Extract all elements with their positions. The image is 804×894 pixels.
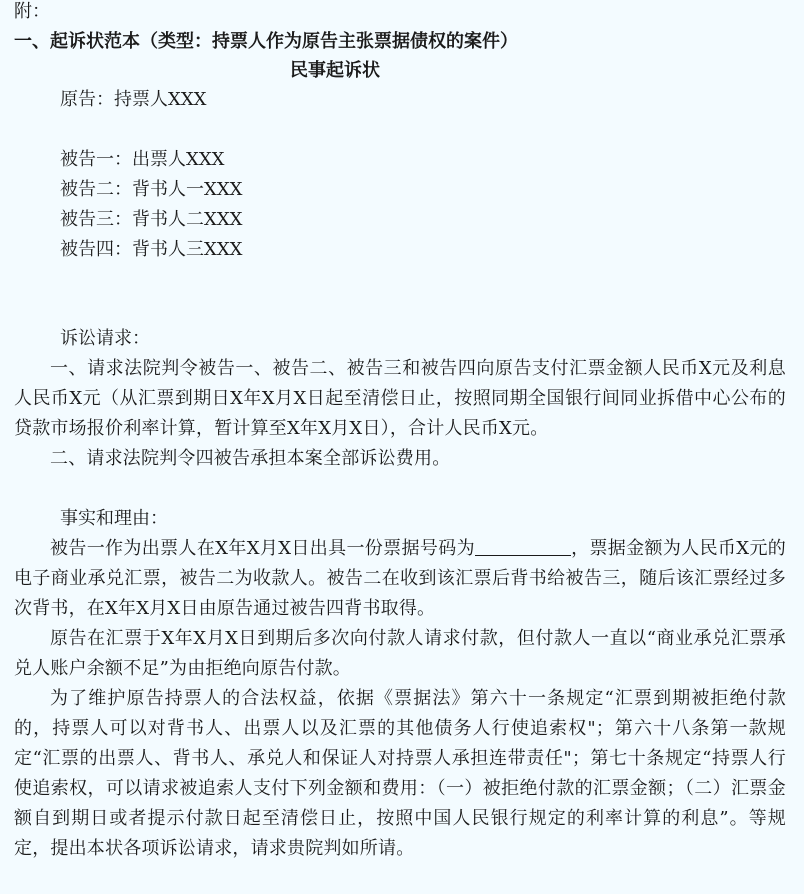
claim-paragraph-1: 一、请求法院判令被告一、被告二、被告三和被告四向原告支付汇票金额人民币X元及利息人民币X元（从汇票到期日X年X月X日起至清偿日止，按照同期全国银行间同业拆借中心公布的贷款市场报价利率计算，暂计算至X年X月X日），合计人民币X元。 bbox=[14, 358, 786, 439]
facts-heading: 事实和理由： bbox=[60, 508, 168, 529]
bill-number-blank bbox=[475, 537, 571, 556]
fact-paragraph-3: 为了维护原告持票人的合法权益，依据《票据法》第六十一条规定“汇票到期被拒绝付款的，持票人可以对背书人、出票人以及汇票的其他债务人行使追索权"；第六十八条第一款规定“汇票的出票人、背书人、承兑人和保证人对持票人承担连带责任"；第七十条规定“持票人行使追索权，可以请求被追索人支付下列金额和费用：（一）被拒绝付款的汇票金额；（二）汇票金额自到期日或者提示付款日起至清偿日止，按照中国人民银行规定的利率计算的利息”。等规定，提出本状各项诉讼请求，请求贵院判如所请。 bbox=[14, 688, 786, 859]
fact-1-text-a: 被告一作为出票人在X年X月X日出具一份票据号码为 bbox=[50, 538, 475, 559]
appendix-label: 附： bbox=[14, 1, 50, 22]
claim-paragraph-2: 二、请求法院判令四被告承担本案全部诉讼费用。 bbox=[50, 448, 451, 469]
section-title: 一、起诉状范本（类型：持票人作为原告主张票据债权的案件） bbox=[14, 31, 518, 52]
plaintiff-line: 原告：持票人XXX bbox=[60, 89, 207, 110]
fact-1-text-b: ，票据金额为人民币X元的电子商业承兑汇票，被告二为收款人。被告二在收到该汇票后背书给被告三，随后该汇票经过多次背书，在X年X月X日由原告通过被告四背书取得。 bbox=[14, 538, 786, 619]
defendant-line-3: 被告三：背书人二XXX bbox=[60, 209, 243, 230]
claims-heading: 诉讼请求： bbox=[60, 328, 150, 349]
fact-paragraph-2: 原告在汇票于X年X月X日到期后多次向付款人请求付款，但付款人一直以“商业承兑汇票承兑人账户余额不足”为由拒绝向原告付款。 bbox=[14, 628, 786, 679]
defendant-line-2: 被告二：背书人一XXX bbox=[60, 179, 243, 200]
doc-title: 民事起诉状 bbox=[290, 60, 380, 81]
fact-paragraph-1 bbox=[14, 534, 786, 624]
defendant-line-1: 被告一：出票人XXX bbox=[60, 149, 225, 170]
defendant-line-4: 被告四：背书人三XXX bbox=[60, 239, 243, 260]
